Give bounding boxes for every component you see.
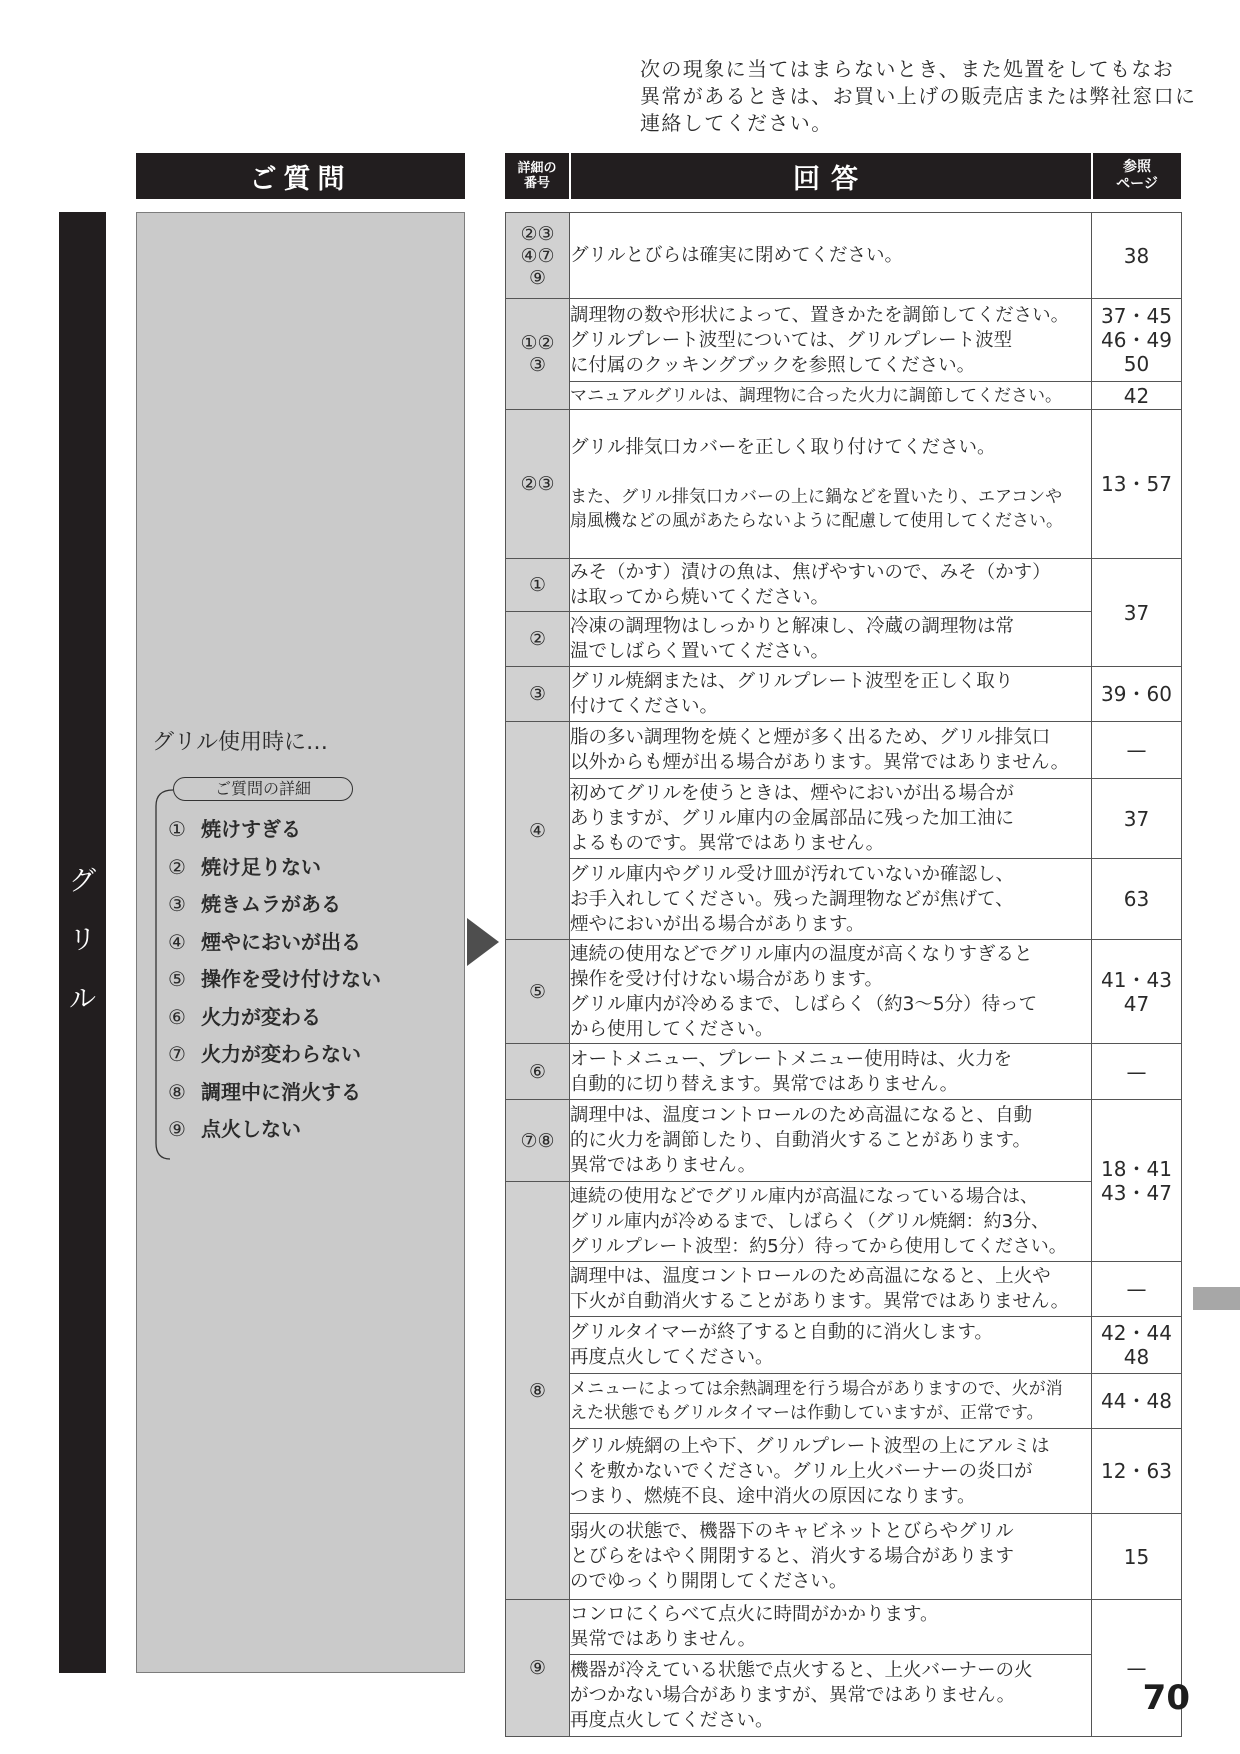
reference-page-cell: 39・60 — [1092, 667, 1182, 722]
item-text: 焼け足りない — [201, 854, 321, 879]
reference-page-cell: — — [1092, 1262, 1182, 1317]
item-text: 焼けすぎる — [201, 817, 301, 841]
answer-cell: オートメニュー、プレートメニュー使用時は、火力を 自動的に切り替えます。異常ではありません。 — [570, 1044, 1092, 1100]
item-text: 焼きムラがある — [201, 892, 341, 916]
detail-number-cell: ③ — [506, 667, 570, 722]
answer-cell: グリル焼網の上や下、グリルプレート波型の上にアルミは くを敷かないでください。グリル上火バーナーの炎口が つまり、燃焼不良、途中消火の原因になります。 — [570, 1429, 1092, 1514]
index-edge-tab — [1193, 1287, 1240, 1310]
answer-cell: 機器が冷えている状態で点火すると、上火バーナーの火 がつかない場合がありますが、異常ではありません。 再度点火してください。 — [570, 1655, 1092, 1737]
item-number: ④ — [168, 929, 186, 954]
item-text: 煙やにおいが出る — [201, 929, 361, 954]
table-row — [506, 1655, 1182, 1737]
item-number: ⑥ — [168, 1004, 186, 1029]
reference-page-cell: — — [1092, 1044, 1182, 1100]
table-row — [506, 1100, 1182, 1182]
item-number: ⑤ — [168, 967, 186, 991]
item-number: ② — [168, 854, 186, 879]
item-number: ⑨ — [168, 1117, 186, 1141]
answer-text: グリル排気口カバーを正しく取り付けてください。 — [570, 437, 996, 458]
note-line: 連絡してください。 — [640, 111, 833, 135]
table-row — [506, 1600, 1182, 1655]
list-item — [168, 1111, 458, 1149]
section-tab-char: グ — [69, 866, 96, 897]
detail-number-cell: ②③ — [506, 410, 570, 559]
table-row — [506, 722, 1182, 779]
reference-page-cell: 37 — [1092, 559, 1182, 667]
reference-page-cell: 44・48 — [1092, 1374, 1182, 1429]
table-row — [506, 559, 1182, 612]
answer-cell: グリル庫内やグリル受け皿が汚れていないか確認し、 お手入れしてください。残った調理物などが焦げて、 煙やにおいが出る場合があります。 — [570, 859, 1092, 940]
item-number: ③ — [168, 892, 186, 916]
item-number: ⑦ — [168, 1042, 186, 1066]
table-row — [506, 940, 1182, 1044]
contact-note — [640, 56, 1197, 137]
reference-page-cell: — — [1092, 722, 1182, 779]
answer-cell: 調理中は、温度コントロールのため高温になると、自動 的に火力を調節したり、自動消火することがあります。 異常ではありません。 — [570, 1100, 1092, 1182]
table-row — [506, 1317, 1182, 1374]
detail-number-cell: ⑨ — [506, 1600, 570, 1737]
table-row — [506, 299, 1182, 382]
detail-number-cell: ②③ ④⑦ ⑨ — [506, 213, 570, 299]
reference-page-cell: 15 — [1092, 1514, 1182, 1600]
reference-page-cell: 13・57 — [1092, 410, 1182, 559]
page-number: 70 — [1142, 1678, 1190, 1718]
list-item — [168, 886, 458, 924]
answer-note: また、グリル排気口カバーの上に鍋などを置いたり、エアコンや 扇風機などの風があたらないように配慮して使用してください。 — [570, 487, 1063, 531]
section-tab-char: リ — [69, 925, 96, 956]
reference-page-cell: 63 — [1092, 859, 1182, 940]
list-item — [168, 924, 458, 962]
answer-cell: コンロにくらべて点火に時間がかかります。 異常ではありません。 — [570, 1600, 1092, 1655]
detail-number-cell: ⑧ — [506, 1182, 570, 1600]
section-tab-char: ル — [69, 984, 96, 1015]
detail-number-header: 詳細の 番号 — [505, 153, 569, 199]
detail-number-cell: ④ — [506, 722, 570, 940]
table-row — [506, 779, 1182, 859]
answer-header: 回答 — [571, 153, 1091, 199]
item-text: 火力が変わる — [201, 1004, 321, 1029]
table-row — [506, 667, 1182, 722]
item-number: ① — [168, 817, 186, 841]
list-item — [168, 849, 458, 887]
reference-page-cell: 37・45 46・49 50 — [1092, 299, 1182, 382]
answer-cell: グリルとびらは確実に閉めてください。 — [570, 213, 1092, 299]
answer-cell: 脂の多い調理物を焼くと煙が多く出るため、グリル排気口 以外からも煙が出る場合があります。異常ではありません。 — [570, 722, 1092, 779]
item-text: 火力が変わらない — [201, 1042, 361, 1066]
item-text: 操作を受け付けない — [201, 967, 381, 991]
table-row — [506, 1514, 1182, 1600]
answer-cell: メニューによっては余熱調理を行う場合がありますので、火が消 えた状態でもグリルタイマーは作動していますが、正常です。 — [570, 1374, 1092, 1429]
table-row — [506, 1044, 1182, 1100]
table-row — [506, 612, 1182, 667]
question-detail-label: ご質問の詳細 — [173, 777, 353, 801]
list-item — [168, 999, 458, 1037]
reference-page-header: 参照 ページ — [1093, 153, 1181, 199]
reference-page-cell: 42 — [1092, 382, 1182, 410]
note-line: 異常があるときは、お買い上げの販売店または弊社窓口に — [640, 84, 1197, 108]
item-text: 調理中に消火する — [201, 1079, 361, 1104]
answer-cell: グリルタイマーが終了すると自動的に消火します。 再度点火してください。 — [570, 1317, 1092, 1374]
answer-cell: グリル焼網または、グリルプレート波型を正しく取り 付けてください。 — [570, 667, 1092, 722]
table-row — [506, 1374, 1182, 1429]
answer-cell: 連続の使用などでグリル庫内の温度が高くなりすぎると 操作を受け付けない場合があります。 グリル庫内が冷めるまで、しばらく（約3〜5分）待って から使用してください。 — [570, 940, 1092, 1044]
item-text: 点火しない — [201, 1117, 301, 1141]
answer-cell: 初めてグリルを使うときは、煙やにおいが出る場合が ありますが、グリル庫内の金属部品に残った加工油に よるものです。異常ではありません。 — [570, 779, 1092, 859]
answer-cell: 連続の使用などでグリル庫内が高温になっている場合は、 グリル庫内が冷めるまで、しばらく（グリル焼網：約3分、 グリルプレート波型：約5分）待ってから使用してください。 — [570, 1182, 1092, 1262]
answer-cell — [570, 410, 1092, 559]
answer-cell: 調理物の数や形状によって、置きかたを調節してください。 グリルプレート波型については、グリルプレート波型 に付属のクッキングブックを参照してください。 — [570, 299, 1092, 382]
answer-cell: 調理中は、温度コントロールのため高温になると、上火や 下火が自動消火することがあります。異常ではありません。 — [570, 1262, 1092, 1317]
table-row — [506, 382, 1182, 410]
table-row — [506, 410, 1182, 559]
reference-page-cell: 41・43 47 — [1092, 940, 1182, 1044]
table-row — [506, 859, 1182, 940]
list-item — [168, 811, 458, 849]
question-title: グリル使用時に… — [152, 730, 329, 755]
list-item — [168, 961, 458, 999]
detail-number-cell: ⑤ — [506, 940, 570, 1044]
section-tab-label — [59, 852, 106, 1029]
detail-number-cell: ①② ③ — [506, 299, 570, 410]
answer-cell: マニュアルグリルは、調理物に合った火力に調節してください。 — [570, 382, 1092, 410]
detail-number-cell: ② — [506, 612, 570, 667]
reference-page-cell: 37 — [1092, 779, 1182, 859]
answer-cell: 弱火の状態で、機器下のキャビネットとびらやグリル とびらをはやく開閉すると、消火する場合があります のでゆっくり開閉してください。 — [570, 1514, 1092, 1600]
reference-page-cell: 42・44 48 — [1092, 1317, 1182, 1374]
question-detail-list — [168, 811, 458, 1149]
answer-cell: みそ（かす）漬けの魚は、焦げやすいので、みそ（かす） は取ってから焼いてください。 — [570, 559, 1092, 612]
list-item — [168, 1074, 458, 1112]
list-item — [168, 1036, 458, 1074]
reference-page-cell: 12・63 — [1092, 1429, 1182, 1514]
question-header: ご質問 — [136, 153, 465, 199]
table-row — [506, 1182, 1182, 1262]
table-row — [506, 1262, 1182, 1317]
table-row — [506, 1429, 1182, 1514]
table-row — [506, 213, 1182, 299]
note-line: 次の現象に当てはまらないとき、また処置をしてもなお — [640, 57, 1175, 81]
reference-page-cell: — — [1092, 1600, 1182, 1737]
reference-page-cell: 18・41 43・47 — [1092, 1100, 1182, 1262]
answer-cell: 冷凍の調理物はしっかりと解凍し、冷蔵の調理物は常 温でしばらく置いてください。 — [570, 612, 1092, 667]
reference-page-cell: 38 — [1092, 213, 1182, 299]
detail-number-cell: ⑥ — [506, 1044, 570, 1100]
item-number: ⑧ — [168, 1079, 186, 1104]
detail-number-cell: ⑦⑧ — [506, 1100, 570, 1182]
answer-table — [505, 212, 1182, 1737]
triangle-right-icon — [467, 918, 499, 966]
detail-number-cell: ① — [506, 559, 570, 612]
